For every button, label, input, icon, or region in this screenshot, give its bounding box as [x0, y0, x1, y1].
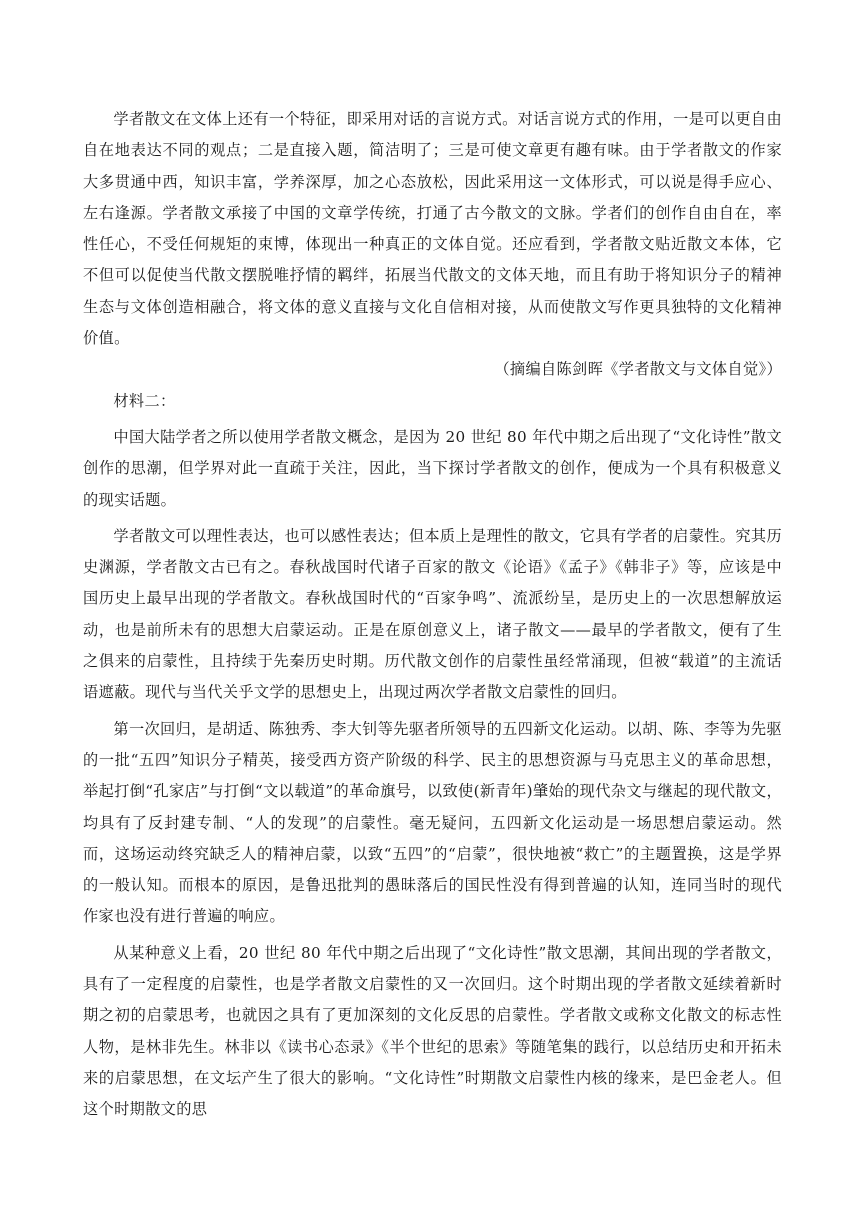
- paragraph-5: 从某种意义上看，20 世纪 80 年代中期之后出现了“文化诗性”散文思潮，其间出现的学者散文，具有了一定程度的启蒙性，也是学者散文启蒙性的又一次回归。这个时期出现的学者散文延续着新时期之初的启蒙思考，也就因之具有了更加深刻的文化反思的启蒙性。学者散文或称文化散文的标志性人物，是林非先生。林非以《读书心态录》《半个世纪的思索》等随笔集的践行，以总结历史和开拓未来的启蒙思想，在文坛产生了很大的影响。“文化诗性”时期散文启蒙性内核的缘来，是巴金老人。但这个时期散文的思: [83, 943, 782, 1119]
- paragraph-4: 第一次回归，是胡适、陈独秀、李大钊等先驱者所领导的五四新文化运动。以胡、陈、李等为先驱的一批“五四”知识分子精英，接受西方资产阶级的科学、民主的思想资源与马克思主义的革命思想，举起打倒“孔家店”与打倒“文以载道”的革命旗号，以致使(新青年)肇始的现代杂文与继起的现代散文，均具有了反封建专制、“人的发现”的启蒙性。毫无疑问，五四新文化运动是一场思想启蒙运动。然而，这场运动终究缺乏人的精神启蒙，以致“五四”的“启蒙”，很快地被“救亡”的主题置换，这是学界的一般认知。而根本的原因，是鲁迅批判的愚昧落后的国民性没有得到普遍的认知，连同当时的现代作家也没有进行普遍的响应。: [83, 719, 782, 926]
- paragraph-2: 中国大陆学者之所以使用学者散文概念，是因为 20 世纪 80 年代中期之后出现了“文化诗性”散文创作的思潮，但学界对此一直疏于关注，因此，当下探讨学者散文的创作，便成为一个具有积极意义的现实话题。: [83, 427, 782, 509]
- material-label: 材料二：: [113, 391, 176, 410]
- paragraph-1: 学者散文在文体上还有一个特征，即采用对话的言说方式。对话言说方式的作用，一是可以更自由自在地表达不同的观点；二是直接入题，简洁明了；三是可使文章更有趣有味。由于学者散文的作家大多贯通中西，知识丰富，学养深厚，加之心态放松，因此采用这一文体形式，可以说是得手应心、左右逢源。学者散文承接了中国的文章学传统，打通了古今散文的文脉。学者们的创作自由自在，率性任心，不受任何规矩的束博，体现出一种真正的文体自觉。还应看到，学者散文贴近散文本体，它不但可以促使当代散文摆脱唯抒情的羁绊，拓展当代散文的文体天地，而且有助于将知识分子的精神生态与文体创造相融合，将文体的意义直接与文化自信相对接，从而使散文写作更具独特的文化精神价值。: [83, 110, 782, 348]
- citation: （摘编自陈剑晖《学者散文与文体自觉》）: [494, 360, 782, 379]
- paragraph-3: 学者散文可以理性表达，也可以感性表达；但本质上是理性的散文，它具有学者的启蒙性。究其历史渊源，学者散文古已有之。春秋战国时代诸子百家的散文《论语》《孟子》《韩非子》等，应该是中国历史上最早出现的学者散文。春秋战国时代的“百家争鸣”、流派纷呈，是历史上的一次思想解放运动，也是前所未有的思想大启蒙运动。正是在原创意义上，诸子散文——最早的学者散文，便有了生之俱来的启蒙性，且持续于先秦历史时期。历代散文创作的启蒙性虽经常涌现，但被“载道”的主流话语遮蔽。现代与当代关乎文学的思想史上，出现过两次学者散文启蒙性的回归。: [83, 526, 782, 702]
